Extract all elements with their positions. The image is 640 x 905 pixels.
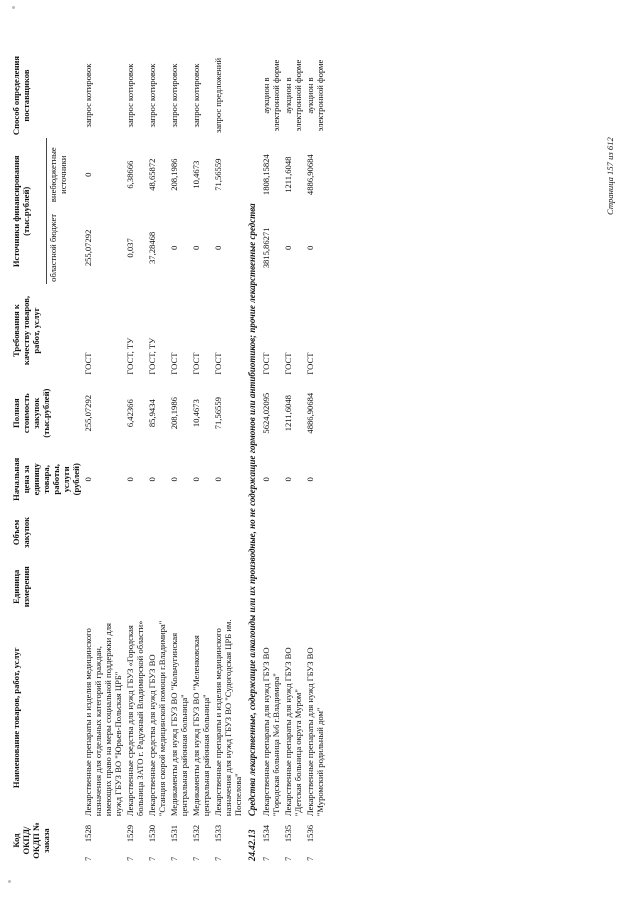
row-number: 1529	[125, 824, 135, 843]
row-method: запрос котировок	[169, 63, 179, 128]
row-extra-budget: 71,56559	[213, 158, 223, 191]
row-name: Медикаменты для нужд ГБУЗ ВО "Меленковская центральная районная больница"	[191, 635, 211, 817]
table-row	[212, 53, 244, 863]
row-method: запрос котировок	[147, 63, 157, 128]
row-name: Лекарственные препараты и изделия медицинского назначения для нужд ГБУЗ ВО "Судогодская ЦРБ им. Поспелова"	[213, 619, 243, 817]
row-code: 7	[283, 856, 293, 861]
row-volume	[146, 509, 168, 556]
row-name: Лекарственные средства для нужд ГБУЗ «Городская больница ЗАТО г. Радужный Владимирской области»	[125, 620, 145, 817]
table-row	[190, 53, 212, 863]
row-requirements: ГОСТ	[169, 352, 179, 375]
row-regional-budget: 255,07292	[83, 229, 93, 267]
row-unit	[146, 556, 168, 617]
row-number: 1528	[83, 824, 93, 843]
row-code: 7	[305, 856, 315, 861]
header-regional-budget: областной бюджет	[47, 213, 58, 282]
row-start-price: 0	[213, 477, 223, 482]
header-volume: Объем закупок	[11, 516, 31, 548]
row-code: 7	[147, 856, 157, 861]
row-full-cost: 255,07292	[83, 394, 93, 432]
row-volume	[260, 509, 282, 556]
row-name: Лекарственные препараты для нужд ГБУЗ ВО "Детская больница округа Муром"	[283, 647, 303, 817]
row-volume	[282, 509, 304, 556]
table-body-a	[82, 53, 244, 863]
row-code: 7	[169, 856, 179, 861]
row-number: 1535	[283, 824, 293, 843]
row-full-cost: 1211,6048	[283, 395, 293, 432]
section-body	[244, 53, 260, 863]
row-name: Медикаменты для нужд ГБУЗ ВО "Кольчугинская центральная районная больница"	[169, 632, 189, 817]
section-code: 24.42.13	[247, 829, 257, 861]
row-extra-budget: 1211,6048	[283, 156, 293, 193]
row-name: Лекарственные средства для нужд ГБУЗ ВО "Станция скорой медицинской помощи г.Владимира"	[147, 620, 167, 817]
row-name: Лекарственные препараты для нужд ГБУЗ ВО "Муромский родильный дом"	[305, 647, 325, 817]
row-number: 1532	[191, 824, 201, 843]
header-name: Наименование товаров, работ, услуг	[11, 647, 21, 789]
row-name: Лекарственные препараты и изделия медицинского назначения для отдельных категорий граждан, имеющих право на меры социальной поддержки для нужд ГБУЗ ВО "Юрьев-Польская ЦРБ"	[83, 622, 123, 817]
procurement-table	[10, 53, 326, 863]
row-unit	[124, 556, 146, 617]
scan-speck	[12, 6, 15, 9]
row-unit	[260, 556, 282, 617]
row-requirements: ГОСТ	[261, 352, 271, 375]
row-requirements: ГОСТ	[191, 352, 201, 375]
row-start-price: 0	[125, 477, 135, 482]
row-requirements: ГОСТ	[283, 352, 293, 375]
row-requirements: ГОСТ, ТУ	[147, 337, 157, 375]
row-unit	[168, 556, 190, 617]
row-extra-budget: 208,1986	[169, 158, 179, 191]
row-extra-budget: 1808,15824	[261, 154, 271, 196]
row-number: 1533	[213, 824, 223, 843]
row-start-price: 0	[191, 477, 201, 482]
row-start-price: 0	[283, 477, 293, 482]
row-regional-budget: 3815,86271	[261, 227, 271, 269]
table-row	[124, 53, 146, 863]
section-row	[244, 53, 260, 863]
header-method: Способ определения поставщиков	[11, 55, 31, 136]
row-extra-budget: 4886,90684	[305, 154, 315, 196]
row-regional-budget: 0,037	[125, 238, 135, 258]
row-volume	[82, 509, 124, 556]
row-full-cost: 10,4673	[191, 399, 201, 428]
row-volume	[168, 509, 190, 556]
header-extra-budget: внебюджетные источники	[47, 147, 68, 203]
row-regional-budget: 37,28468	[147, 231, 157, 264]
row-method: аукцион в электронной форме	[283, 59, 303, 132]
row-method: запрос котировок	[83, 63, 93, 128]
row-requirements: ГОСТ	[213, 352, 223, 375]
table-row	[168, 53, 190, 863]
row-start-price: 0	[261, 477, 271, 482]
row-regional-budget: 0	[191, 245, 201, 251]
row-method: запрос предложений	[213, 57, 223, 134]
row-requirements: ГОСТ	[305, 352, 315, 375]
row-regional-budget: 0	[283, 245, 293, 251]
row-regional-budget: 0	[169, 245, 179, 251]
table-row	[304, 53, 326, 863]
row-start-price: 0	[305, 477, 315, 482]
row-unit	[190, 556, 212, 617]
row-volume	[124, 509, 146, 556]
header-code: Код ОКПД/ ОКДП № заказа	[11, 822, 51, 859]
row-full-cost: 4886,90684	[305, 392, 315, 434]
row-full-cost: 5624,02095	[261, 392, 271, 434]
row-number: 1534	[261, 824, 271, 843]
row-number: 1536	[305, 824, 315, 843]
row-unit	[304, 556, 326, 617]
row-method: запрос котировок	[191, 63, 201, 128]
row-requirements: ГОСТ	[83, 352, 93, 375]
section-title: Средства лекарственные, содержащие алкалоиды или их производные, но не содержащие гормонов или антибиотиков; прочие лекарственные средства	[247, 203, 257, 817]
row-start-price: 0	[147, 477, 157, 482]
page-number: Страница 157 из 612	[605, 137, 615, 215]
row-full-cost: 85,9434	[147, 399, 157, 428]
row-regional-budget: 0	[305, 245, 315, 251]
row-code: 7	[213, 856, 223, 861]
row-extra-budget: 10,4673	[191, 160, 201, 189]
row-extra-budget: 48,65872	[147, 158, 157, 191]
row-code: 7	[83, 856, 93, 861]
scan-speck	[8, 880, 11, 883]
row-extra-budget: 6,38666	[125, 160, 135, 189]
header-full-cost: Полная стоимость закупок (тыс.рублей)	[11, 388, 51, 438]
row-name: Лекарственные препараты для нужд ГБУЗ ВО "Городская больница №6 г.Владимира"	[261, 647, 281, 817]
header-unit: Единица измерения	[11, 566, 31, 608]
table-row	[260, 53, 282, 863]
row-volume	[212, 509, 244, 556]
table-row	[282, 53, 304, 863]
row-full-cost: 71,56559	[213, 397, 223, 430]
row-method: аукцион в электронной форме	[261, 59, 281, 132]
row-method: аукцион в электронной форме	[305, 59, 325, 132]
row-full-cost: 6,42366	[125, 399, 135, 428]
header-financing: Источники финансирования (тыс.рублей)	[10, 138, 46, 284]
row-full-cost: 208,1986	[169, 397, 179, 430]
row-start-price: 0	[83, 477, 93, 482]
header-start-price: Начальная цена за единицу товара, работы, услуги (рублей)	[11, 457, 81, 501]
row-extra-budget: 0	[83, 172, 93, 177]
row-unit	[82, 556, 124, 617]
table-row	[82, 53, 124, 863]
row-unit	[282, 556, 304, 617]
row-regional-budget: 0	[213, 245, 223, 251]
row-number: 1530	[147, 824, 157, 843]
table-row	[146, 53, 168, 863]
row-volume	[190, 509, 212, 556]
row-number: 1531	[169, 824, 179, 843]
row-code: 7	[191, 856, 201, 861]
row-method: запрос котировок	[125, 63, 135, 128]
row-code: 7	[125, 856, 135, 861]
row-volume	[304, 509, 326, 556]
header-requirements: Требования к качеству товаров, работ, услуг	[11, 295, 41, 366]
table-header-row	[10, 53, 46, 863]
row-unit	[212, 556, 244, 617]
row-start-price: 0	[169, 477, 179, 482]
row-requirements: ГОСТ, ТУ	[125, 337, 135, 375]
row-code: 7	[261, 856, 271, 861]
table-body-b	[260, 53, 326, 863]
